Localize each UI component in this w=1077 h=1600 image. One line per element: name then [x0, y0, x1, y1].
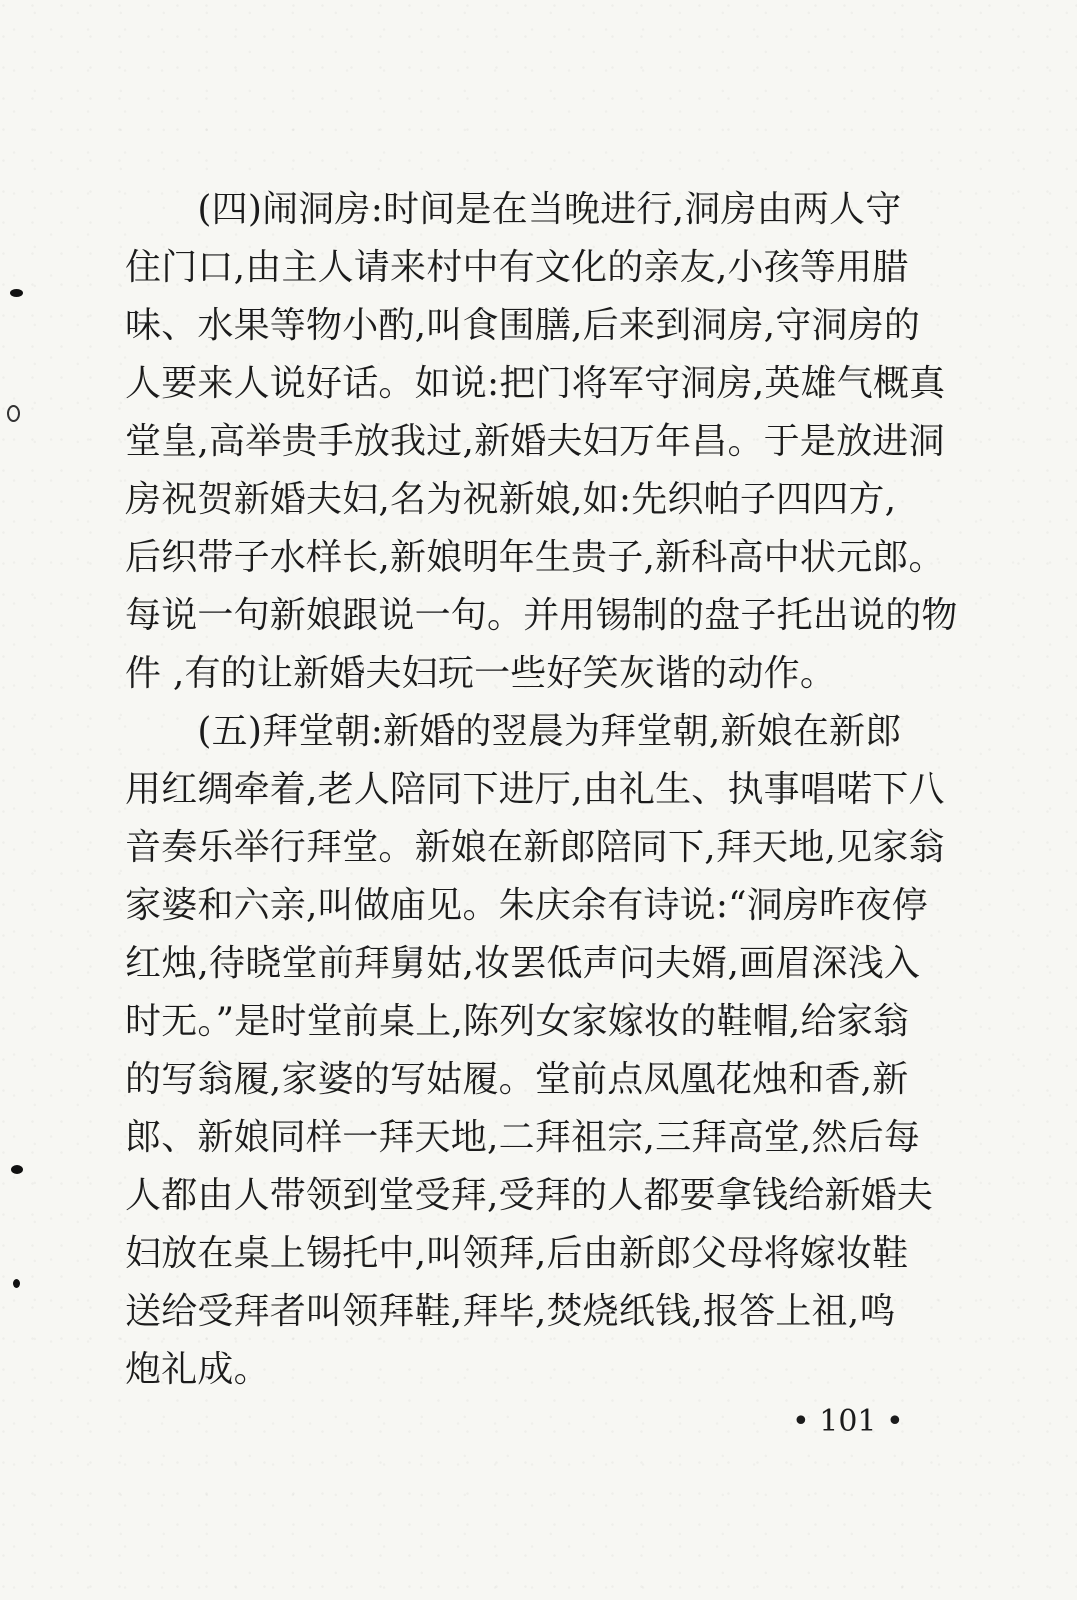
text-line: 郎、新娘同样一拜天地,二拜祖宗,三拜高堂,然后每: [125, 1117, 921, 1158]
text-line: 每说一句新娘跟说一句。并用锡制的盘子托出说的物: [125, 595, 958, 636]
page-number: • 101 •: [792, 1404, 904, 1439]
text-line: 送给受拜者叫领拜鞋,拜毕,焚烧纸钱,报答上祖,鸣: [125, 1291, 896, 1332]
text-line: 后织带子水样长,新娘明年生贵子,新科高中状元郎。: [125, 537, 945, 578]
text-line: 堂皇,高举贵手放我过,新婚夫妇万年昌。于是放进洞: [125, 421, 945, 462]
text-line: 炮礼成。: [125, 1349, 270, 1390]
text-line: 的写翁履,家婆的写姑履。堂前点凤凰花烛和香,新: [125, 1059, 909, 1100]
text-line: 音奏乐举行拜堂。新娘在新郎陪同下,拜天地,见家翁: [125, 827, 945, 868]
text-line: 妇放在桌上锡托中,叫领拜,后由新郎父母将嫁妆鞋: [125, 1233, 909, 1274]
text-line: 人要来人说好话。如说:把门将军守洞房,英雄气概真: [125, 363, 946, 404]
text-line: 红烛,待晓堂前拜舅姑,妆罢低声问夫婿,画眉深浅入: [125, 943, 921, 984]
text-line: 家婆和六亲,叫做庙见。朱庆余有诗说:“洞房昨夜停: [125, 885, 928, 926]
text-line: (四)闹洞房:时间是在当晚进行,洞房由两人守: [125, 189, 902, 230]
text-line: 人都由人带领到堂受拜,受拜的人都要拿钱给新婚夫: [125, 1175, 934, 1216]
text-line: 味、水果等物小酌,叫食围膳,后来到洞房,守洞房的: [125, 305, 921, 346]
text-line: 房祝贺新婚夫妇,名为祝新娘,如:先织帕子四四方,: [125, 479, 897, 520]
margin-ink-mark: [10, 289, 23, 297]
body-text: [125, 181, 958, 1399]
text-line: 时无。”是时堂前桌上,陈列女家嫁妆的鞋帽,给家翁: [125, 1001, 910, 1042]
text-line: 住门口,由主人请来村中有文化的亲友,小孩等用腊: [125, 247, 909, 288]
margin-ink-mark: [7, 405, 20, 422]
text-line: 用红绸牵着,老人陪同下进厅,由礼生、执事唱喏下八: [125, 769, 945, 810]
margin-ink-mark: [13, 1279, 20, 1288]
margin-ink-mark: [11, 1165, 23, 1174]
text-line: (五)拜堂朝:新婚的翌晨为拜堂朝,新娘在新郎: [125, 711, 902, 752]
text-line: 件 ,有的让新婚夫妇玩一些好笑灰谐的动作。: [125, 653, 837, 694]
